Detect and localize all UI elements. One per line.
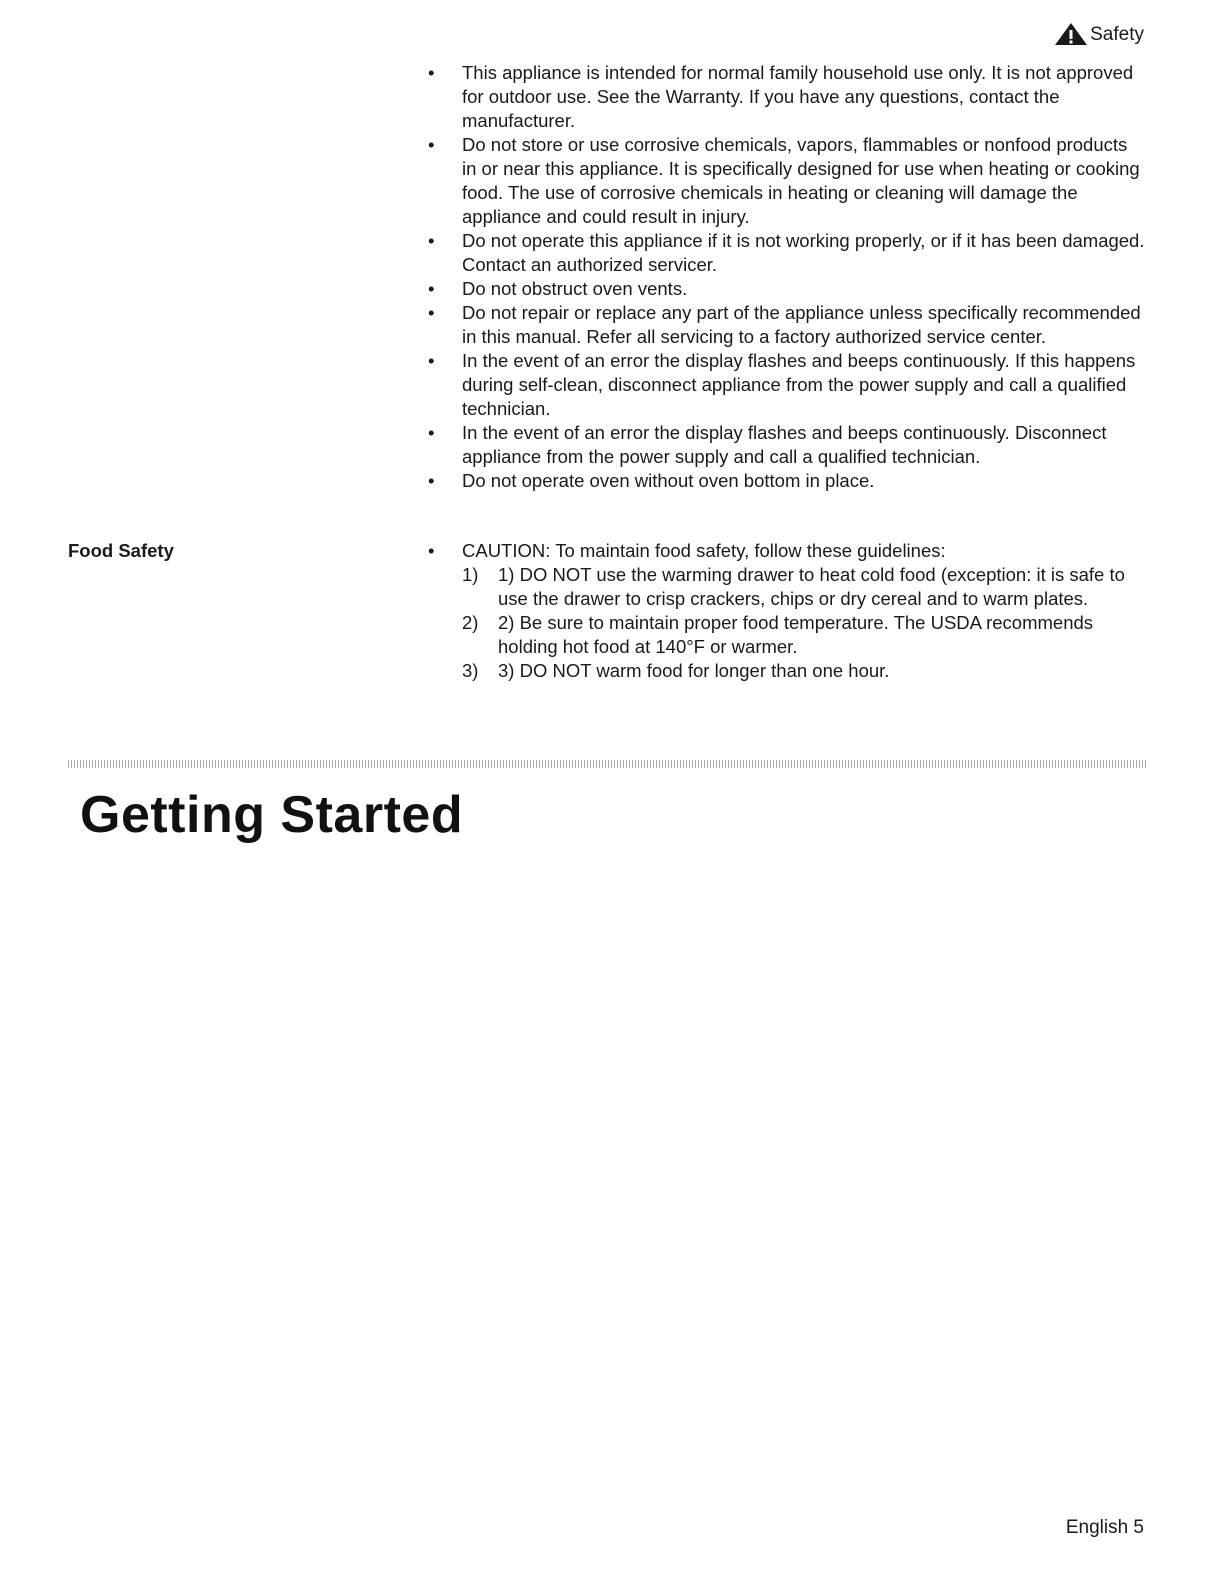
list-item-text: Do not obstruct oven vents. (462, 278, 688, 299)
list-item (462, 563, 1146, 611)
list-item (428, 61, 1146, 133)
bullet-icon: • (428, 540, 435, 561)
list-item (428, 229, 1146, 277)
bullet-icon: • (428, 278, 435, 299)
list-item (428, 421, 1146, 469)
list-item-text: Do not operate this appliance if it is not working properly, or if it has been damaged. Contact an authorized servicer. (462, 230, 1145, 275)
safety-instructions (428, 61, 1146, 493)
bullet-icon: • (428, 470, 435, 491)
bullet-icon: • (428, 62, 435, 83)
list-item-text: In the event of an error the display flashes and beeps continuously. Disconnect appliance from the power supply and call a qualified technician. (462, 422, 1107, 467)
step-text: 2) Be sure to maintain proper food temperature. The USDA recommends holding hot food at 140°F or warmer. (498, 612, 1094, 657)
list-item (428, 349, 1146, 421)
caution-text: CAUTION: To maintain food safety, follow these guidelines: (462, 540, 946, 561)
list-item-text: Do not operate oven without oven bottom in place. (462, 470, 875, 491)
list-item-text: Do not repair or replace any part of the appliance unless specifically recommended in this manual. Refer all servicing to a factory authorized service center. (462, 302, 1141, 347)
list-item (462, 659, 1146, 683)
bullet-icon: • (428, 134, 435, 155)
food-safety-section (428, 539, 1146, 683)
list-item (462, 611, 1146, 659)
food-safety-label: Food Safety (68, 540, 174, 561)
list-item (428, 277, 1146, 301)
step-number: 1) (462, 564, 479, 585)
food-safety-bullet-list (428, 539, 1146, 563)
list-item-text: Do not store or use corrosive chemicals, vapors, flammables or nonfood products in or near this appliance. It is specifically designed for use when heating or cooking food. The use of corrosive chemicals in heating or cleaning will damage the appliance and could result in injury. (462, 134, 1140, 227)
list-item (428, 469, 1146, 493)
page-header (1054, 22, 1144, 46)
safety-bullet-list (428, 61, 1146, 493)
food-safety-steps (428, 563, 1146, 683)
bullet-icon: • (428, 350, 435, 371)
bullet-icon: • (428, 230, 435, 251)
list-item-text: This appliance is intended for normal family household use only. It is not approved for outdoor use. See the Warranty. If you have any questions, contact the manufacturer. (462, 62, 1134, 131)
page-number: English 5 (1065, 1517, 1144, 1538)
step-text: 1) DO NOT use the warming drawer to heat cold food (exception: it is safe to use the drawer to crisp crackers, chips or dry cereal and to warm plates. (498, 564, 1125, 609)
list-item (428, 301, 1146, 349)
step-number: 3) (462, 660, 479, 681)
bullet-icon: • (428, 422, 435, 443)
list-item (428, 539, 1146, 563)
list-item-text: In the event of an error the display flashes and beeps continuously. If this happens during self-clean, disconnect appliance from the power supply and call a qualified technician. (462, 350, 1136, 419)
list-item (428, 133, 1146, 229)
section-divider (68, 760, 1146, 768)
warning-triangle-icon (1054, 22, 1088, 46)
section-title: Getting Started (80, 786, 464, 844)
bullet-icon: • (428, 302, 435, 323)
header-section-label: Safety (1090, 24, 1144, 45)
step-text: 3) DO NOT warm food for longer than one hour. (498, 660, 890, 681)
step-number: 2) (462, 612, 479, 633)
